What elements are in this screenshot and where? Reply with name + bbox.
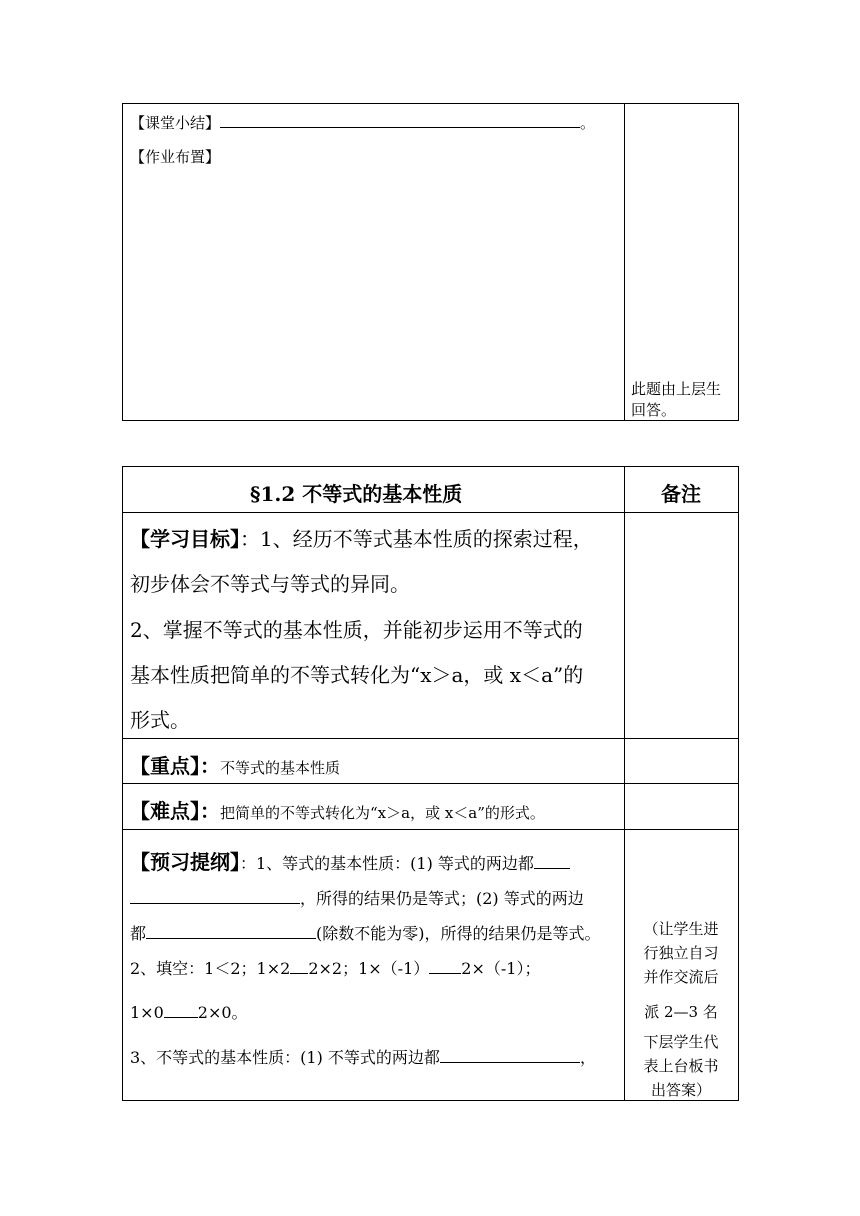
preview-note-2: 行独立自习 <box>643 944 719 962</box>
row-divider-4 <box>122 829 739 830</box>
preview-line1: 【预习提纲】：1、等式的基本性质：(1) 等式的两边都 <box>130 846 570 875</box>
preview-line4: 2、填空：1＜2；1×2 2×2；1×（-1） 2×（-1）； <box>130 959 541 978</box>
preview-note-6: 表上台板书 <box>643 1057 719 1075</box>
preview-line5: 1×0 2×0。 <box>130 1003 248 1022</box>
lesson-title: §1.2 不等式的基本性质 <box>250 482 463 506</box>
summary-table-divider <box>624 103 625 421</box>
objectives-line2: 初步体会不等式与等式的异同。 <box>130 572 410 596</box>
difficulty-label: 【难点】 <box>130 799 200 823</box>
blank-5[interactable] <box>164 1001 198 1018</box>
side-note-line1: 此题由上层生 <box>631 380 722 398</box>
preview-label: 【预习提纲】 <box>130 850 240 874</box>
row-divider-2 <box>122 738 739 739</box>
key-point-label: 【重点】 <box>130 754 200 778</box>
preview-note-7: 出答案） <box>650 1081 711 1099</box>
preview-line3: 都 (除数不能为零)，所得的结果仍是等式。 <box>130 924 601 943</box>
class-summary-row: 【课堂小结】 。 <box>130 114 596 132</box>
objectives-label: 【学习目标】 <box>130 527 240 551</box>
class-summary-blank[interactable] <box>220 112 580 128</box>
blank-1a[interactable] <box>534 852 570 869</box>
row-divider-1 <box>122 512 739 513</box>
blank-4[interactable] <box>429 957 461 974</box>
side-note-line2: 回答。 <box>631 401 677 419</box>
blank-6[interactable] <box>440 1046 580 1063</box>
objectives-line3: 2、掌握不等式的基本性质，并能初步运用不等式的 <box>130 618 583 642</box>
row-divider-3 <box>122 783 739 784</box>
remark-header: 备注 <box>661 482 701 506</box>
blank-3[interactable] <box>290 957 308 974</box>
preview-note-1: （让学生进 <box>643 920 719 938</box>
key-point-row: 【重点】：不等式的基本性质 <box>130 754 341 778</box>
difficulty-text: 把简单的不等式转化为“x＞a，或 x＜a”的形式。 <box>220 804 545 822</box>
preview-note-5: 下层学生代 <box>643 1033 719 1051</box>
objectives-line5: 形式。 <box>130 708 190 732</box>
objectives-line4: 基本性质把简单的不等式转化为“x＞a，或 x＜a”的 <box>130 663 584 687</box>
key-point-text: 不等式的基本性质 <box>220 759 341 777</box>
homework-label: 【作业布置】 <box>130 148 221 166</box>
class-summary-label: 【课堂小结】 <box>130 114 221 132</box>
objectives-line1: 【学习目标】：1、经历不等式基本性质的探索过程， <box>130 527 593 551</box>
preview-note-4: 派 2—3 名 <box>644 1003 718 1021</box>
preview-line2: ，所得的结果仍是等式；(2) 等式的两边 <box>130 886 584 909</box>
preview-line6: 3、不等式的基本性质：(1) 不等式的两边都 ， <box>130 1048 596 1067</box>
blank-2[interactable] <box>146 922 316 939</box>
preview-note-3: 并作交流后 <box>643 968 719 986</box>
difficulty-row: 【难点】：把简单的不等式转化为“x＞a，或 x＜a”的形式。 <box>130 799 545 823</box>
blank-1b[interactable] <box>130 887 300 904</box>
